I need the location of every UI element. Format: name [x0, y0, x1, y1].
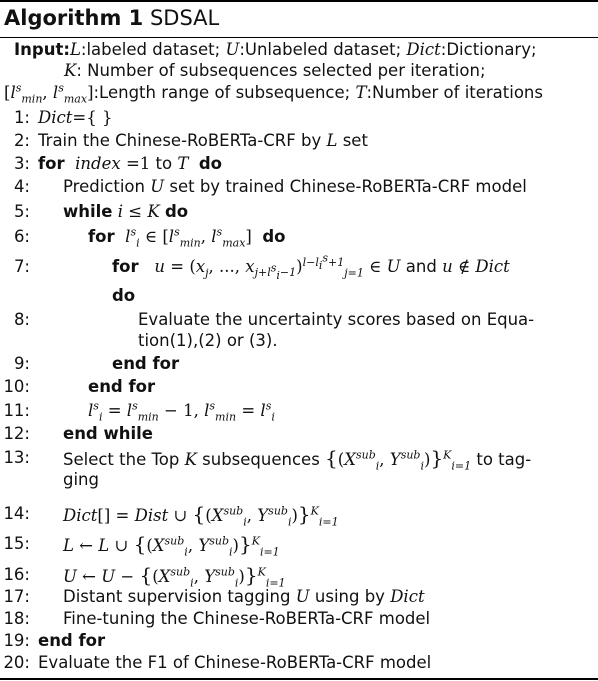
title-rule [0, 37, 598, 38]
line-5: while i ≤ K do [63, 202, 189, 221]
line-11: $l^s_i = l^s_{min} - 1$, $l^s_{min} = l^s_i$ [88, 399, 275, 424]
line-4: Prediction U set by trained Chinese-RoBERTa-CRF model [63, 177, 527, 196]
line-12: end while [63, 424, 153, 443]
algorithm-name: SDSAL [149, 6, 220, 30]
input-label: Input: [14, 40, 70, 59]
line-10: end for [88, 377, 156, 396]
line-number: 2: [13, 131, 30, 150]
line-number: 19: [3, 631, 30, 650]
top-rule [0, 0, 598, 2]
line-number: 3: [13, 154, 30, 173]
line-number: 18: [3, 609, 30, 628]
line-1: Dict={ } [38, 108, 113, 127]
line-number: 14: [3, 504, 30, 523]
line-15: L ← L ∪ {($X^{sub}_i$, $Y^{sub}_i)\}^K_{i=1}$ [63, 532, 280, 559]
algorithm-title [4, 4, 219, 32]
line-7: for $u = (x_j$, ..., $x_{j+l^s_i-1})^{l-l_i^s+1}_{j=1}$ ∈ U and u ∉ Dict [112, 250, 510, 283]
line-18: Fine-tuning the Chinese-RoBERTa-CRF model [63, 609, 431, 628]
line-number: 15: [3, 534, 30, 553]
line-number: 9: [13, 354, 30, 373]
line-number: 17: [3, 587, 30, 606]
input-line-2: K: Number of subsequences selected per iteration; [64, 61, 486, 80]
input-line-1: Input:L:labeled dataset; U:Unlabeled dataset; Dict:Dictionary; [14, 40, 537, 59]
line-13: Select the Top K subsequences {($X^{sub}_i$, $Y^{sub}_i)\}^K_{i=1}$ to tag- [63, 446, 532, 473]
line-number: 11: [3, 401, 30, 420]
input-line-3: [$l^s_{min}$, $l^s_{max}]:Length$ range of subsequence; T:Number of iterations [4, 81, 543, 106]
line-6: for $l^s_i$ ∈ [$l^s_{min}$, $l^s_{max}$] do [88, 225, 286, 250]
line-16: U ← $U - \{(X^{sub}_i$, $Y^{sub}_i)\}^K_{i=1}$ [63, 563, 286, 590]
line-17: Distant supervision tagging U using by Dict [63, 587, 425, 606]
line-number: 4: [13, 177, 30, 196]
line-19: end for [38, 631, 106, 650]
line-8b: tion(1),(2) or (3). [138, 331, 278, 350]
line-number: 10: [3, 377, 30, 396]
line-number: 6: [13, 227, 30, 246]
line-number: 16: [3, 565, 30, 584]
line-number: 20: [3, 653, 30, 672]
line-number: 7: [13, 257, 30, 276]
line-13-cont: ging [63, 470, 99, 489]
line-number: 1: [13, 108, 30, 127]
line-number: 5: [13, 202, 30, 221]
algorithm-label: Algorithm 1 [4, 6, 144, 30]
line-8a: Evaluate the uncertainty scores based on Equa- [138, 310, 535, 329]
line-7-do: do [112, 286, 136, 305]
line-number: 8: [13, 310, 30, 329]
bottom-rule [0, 678, 598, 680]
line-9: end for [112, 354, 180, 373]
line-3: for index =1 to T do [38, 154, 223, 173]
line-2: Train the Chinese-RoBERTa-CRF by L set [38, 131, 368, 150]
line-number: 12: [3, 424, 30, 443]
line-number: 13: [3, 448, 30, 467]
line-20: Evaluate the F1 of Chinese-RoBERTa-CRF model [38, 653, 432, 672]
line-14: Dict[] = Dist ∪ {($X^{sub}_i$, $Y^{sub}_i)\}^K_{i=1}$ [63, 502, 339, 529]
